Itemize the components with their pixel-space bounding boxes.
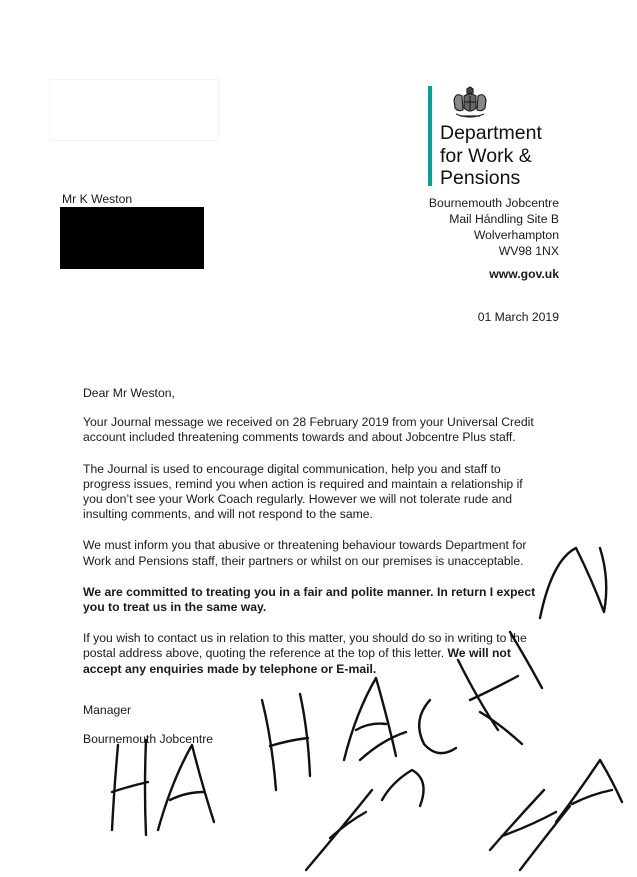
signoff-office: Bournemouth Jobcentre [83, 732, 214, 746]
paragraph-journal-purpose: The Journal is used to encourage digital communication, help you and staff to progress issues, remind you when action is required and maintain a relationship if you don’t see your Work Coach regularly. However we will not tolerate rude and insulting comments, and will not respond to the same. [83, 461, 523, 522]
scrawl-ha-3 [490, 760, 622, 870]
letter-date: 01 March 2019 [477, 310, 559, 324]
address-line: Mail Hándling Site B [449, 212, 559, 226]
salutation: Dear Mr Weston, [83, 386, 175, 400]
department-line-1: Department [440, 122, 542, 144]
paragraph-behaviour: We must inform you that abusive or threatening behaviour towards Department for Work and Pensions staff, their partners or whilst on our premises is unacceptable. [83, 538, 527, 568]
department-line-2: for Work & [440, 144, 532, 167]
redaction-white-box [50, 80, 218, 140]
contact-text: If you wish to contact us in relation to this matter, you should do so in writing to the postal address above, quoting the reference at the top of this letter. [83, 631, 527, 661]
paragraph-journal-message: Your Journal message we received on 28 February 2019 from your Universal Credit account included threatening comments towards and about Jobcentre Plus staff. [83, 415, 534, 445]
signoff-title: Manager [83, 703, 132, 717]
scrawl-ha-2 [262, 678, 396, 790]
paragraph-contact [83, 631, 538, 677]
scrawl-ha-1 [112, 740, 214, 835]
department-line-3: Pensions [440, 167, 521, 189]
logo-accent-bar [428, 86, 432, 186]
dwp-logo [428, 86, 578, 190]
royal-crest-icon [450, 86, 490, 122]
address-line: WV98 1NX [498, 244, 559, 258]
contact-warning: We will not accept any enquiries made by telephone or E-mail. [83, 646, 511, 676]
letter-body [83, 386, 538, 693]
department-name [440, 122, 580, 190]
signoff-block [83, 703, 213, 747]
recipient-name: Mr K Weston [62, 192, 133, 206]
paragraph-commitment: We are committed to treating you in a fair and polite manner. In return I expect you to treat us in the same way. [83, 584, 536, 615]
address-line: Bournemouth Jobcentre [428, 196, 559, 210]
redaction-black-box [60, 207, 204, 269]
sender-address [429, 195, 559, 259]
address-line: Wolverhampton [473, 228, 559, 242]
website-link[interactable]: www.gov.uk [489, 267, 559, 281]
